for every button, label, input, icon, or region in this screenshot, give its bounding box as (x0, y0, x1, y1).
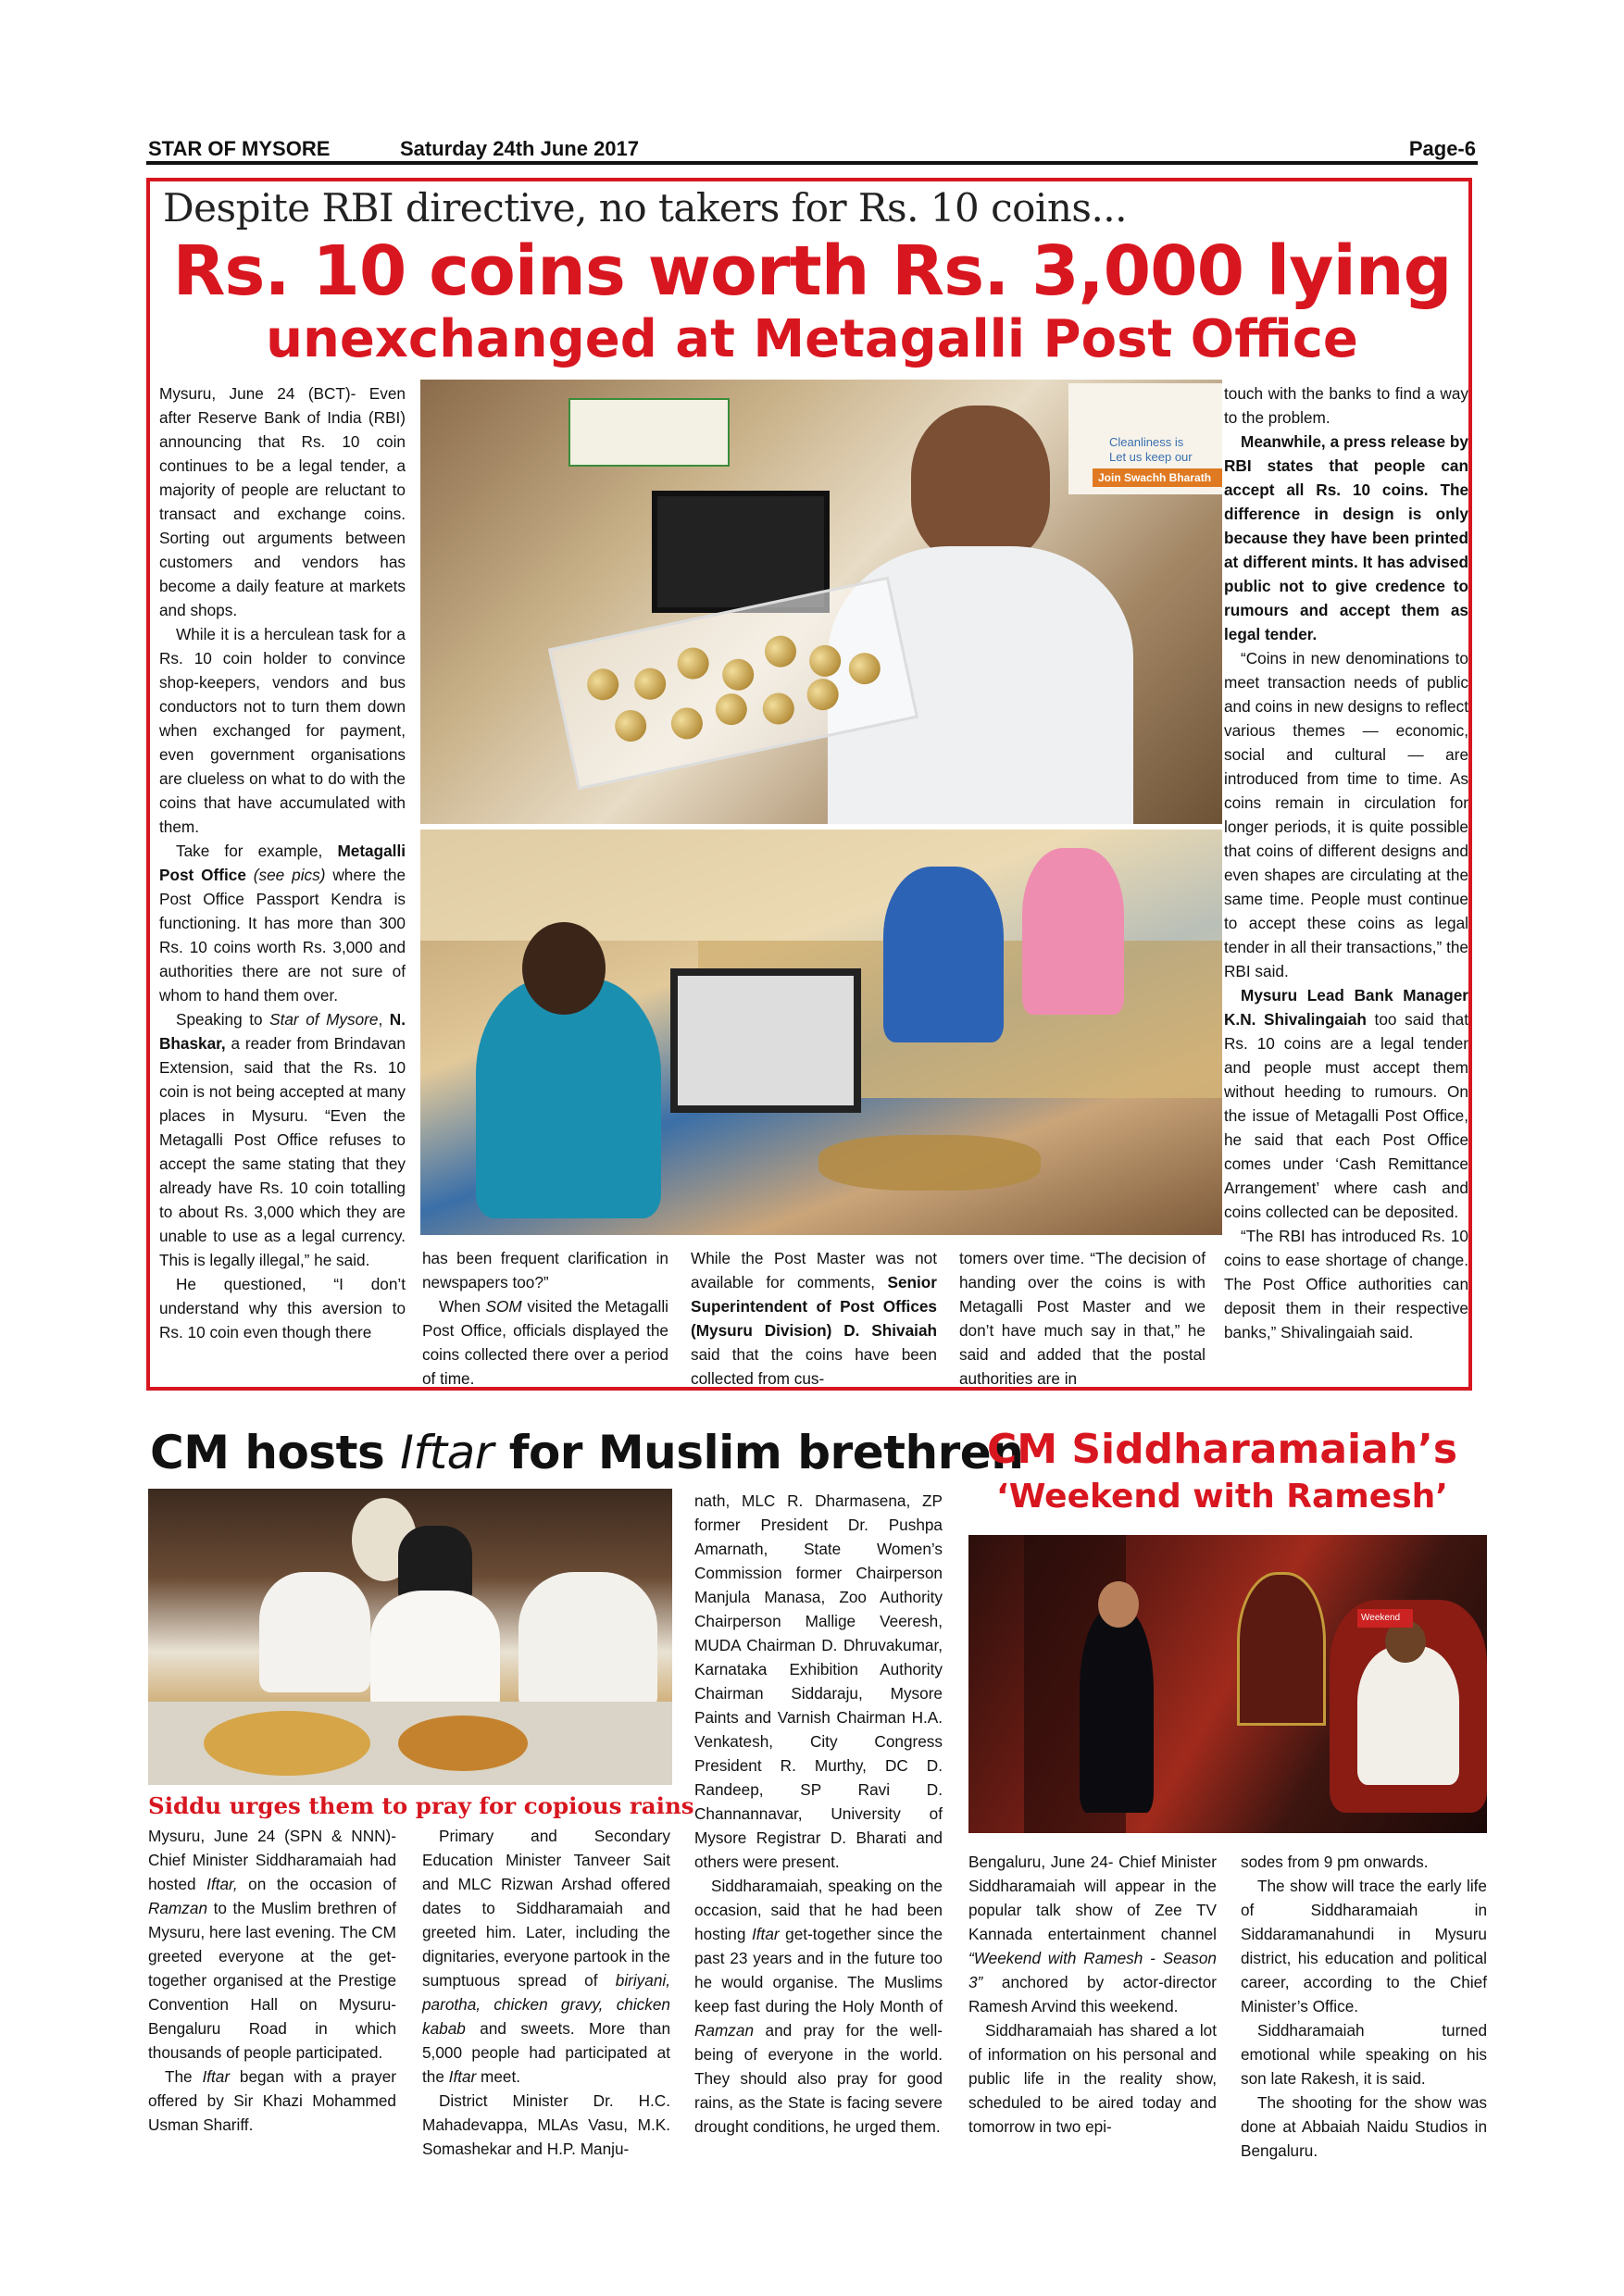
photo-host (1080, 1609, 1154, 1813)
lead-col1-para2: While it is a herculean task for a Rs. 10 coin holder to convince shop-keepers, vendors and bus conductors not to turn them down when exchanged for payment, even government organisations are clueless on what to do with the coins that have accumulated with them. (159, 625, 406, 836)
iftar-headline: CM hosts Iftar for Muslim brethren (150, 1426, 1024, 1479)
iftar-column-1: Mysuru, June 24 (SPN & NNN)- Chief Minister Siddharamaiah had hosted Iftar, on the occasion of Ramzan to the Muslim brethren of Mysuru, here last evening. The CM greeted everyone at the get-together organised at the Prestige Convention Hall on Mysuru-Bengaluru Road in which thousands of people participated. The Iftar began with a prayer offered by Sir Khazi Mohammed Usman Shariff. (148, 1827, 397, 2134)
weekend-column-1: Bengaluru, June 24- Chief Minister Siddharamaiah will appear in the popular talk show of Zee TV Kannada entertainment channel “Weekend with Ramesh - Season 3” anchored by actor-director Ramesh Arvind this weekend. Siddharamaiah has shared a lot of information on his personal and public life in the reality show, scheduled to be aired today and tomorrow in two epi- (968, 1853, 1217, 2136)
lead-column-1 (159, 381, 406, 1344)
photo-show-logo: Weekend (1361, 1613, 1401, 1623)
lead-column-3: While the Post Master was not available for comments, Senior Superintendent of Post Offices (Mysuru Division) D. Shivaiah said that the coins have been collected from cus- (691, 1249, 937, 1388)
weekend-headline-line2: ‘Weekend with Ramesh’ (996, 1478, 1448, 1516)
photo-guest (1357, 1646, 1459, 1785)
lead-col1-para3: Take for example, Metagalli Post Office (see pics) where the Post Office Passport Kendra is functioning. It has more than 300 Rs. 10 coins worth Rs. 3,000 and authorities there are not sure of whom to hand them over. (159, 842, 406, 1004)
weekend-column-2: sodes from 9 pm onwards. The show will trace the early life of Siddharamaiah in Siddaramanahundi in Mysuru district, his education and political career, according to the Chief Minister’s Office. Siddharamaiah turned emotional while speaking on his son late Rakesh, it is said. The shooting for the show was done at Abbaiah Naidu Studios in Bengaluru. (1241, 1853, 1487, 2160)
lead-column-5: touch with the banks to find a way to the problem. Meanwhile, a press release by RBI states that people can accept all Rs. 10 coins. The difference in design is only because they have been printed at different mints. It has advised public not to give credence to rumours and accept them as legal tender. “Coins in new denominations to meet transaction needs of public and coins in new designs to reflect various themes — economic, social and cultural — are introduced from time to time. As coins remain in circulation for longer periods, it is quite possible that coins of different designs and even shapes are circulating at the same time. People must continue to accept these coins as legal tender in all their transactions,” the RBI said. Mysuru Lead Bank Manager K.N. Shivalingaiah too said that Rs. 10 coins are a legal tender and people must accept them without heeding to rumours. On the issue of Metagalli Post Office, he said that each Post Office comes under ‘Cash Remittance Arrangement’ where cash and coins collected can be deposited. “The RBI has introduced Rs. 10 coins to ease shortage of change. The Post Office authorities can deposit them in their respective banks,” Shivalingaiah said. (1224, 384, 1468, 1341)
photo-sign-board (568, 398, 730, 467)
photo-weekend-show (968, 1535, 1487, 1833)
photo-person-head (911, 406, 1050, 563)
photo-coins-tray (420, 380, 1222, 824)
lead-col1-para5: He questioned, “I don’t understand why this aversion to Rs. 10 coin even though there (159, 1275, 406, 1341)
page-header (146, 137, 1478, 165)
photo-computer (670, 968, 861, 1113)
photo-swachh-poster: Cleanliness is Let us keep our Join Swachh Bharath (1068, 383, 1222, 494)
weekend-headline-line1: CM Siddharamaiah’s (986, 1426, 1458, 1473)
lead-column-4: tomers over time. “The decision of handing over the coins is with Metagalli Post Master and we don’t have much say in that,” he said and added that the postal authorities are in (959, 1249, 1206, 1388)
photo-coin-pile (818, 1135, 1041, 1191)
iftar-subheading: Siddu urges them to pray for copious rains (148, 1792, 694, 1819)
issue-date: Saturday 24th June 2017 (400, 137, 640, 160)
lead-headline-line2: unexchanged at Metagalli Post Office (266, 309, 1358, 369)
iftar-column-3: nath, MLC R. Dharmasena, ZP former President Dr. Pushpa Amarnath, State Women’s Commission former Chairperson Manjula Manasa, Zoo Authority Chairperson Mallige Veeresh, MUDA Chairman D. Dhruvakumar, Karnataka Exhibition Authority Chairman Siddaraju, Mysore Paints and Varnish Chairman H.A. Venkatesh, City Congress President R. Murthy, DC D. Randeep, SP Ravi D. Channannavar, University of Mysore Registrar D. Bharati and others were present. Siddharamaiah, speaking on the occasion, said that he had been hosting Iftar get-together since the past 23 years and in the future too he would organise. The Muslims keep fast during the Holy Month of Ramzan and pray for the well-being of everyone in the world. They should also pray for good rains, as the State is facing severe drought conditions, he urged them. (694, 1491, 943, 2136)
publication-name: STAR OF MYSORE (148, 137, 331, 160)
page-number: Page-6 (1408, 137, 1476, 160)
lead-column-2: has been frequent clarification in newspapers too?” When SOM visited the Metagalli Post Office, officials displayed the coins collected there over a period of time. (422, 1249, 668, 1388)
photo-iftar-dinner (148, 1489, 672, 1785)
lead-col1-para4: Speaking to Star of Mysore, N. Bhaskar, a reader from Brindavan Extension, said that the Rs. 10 coin is not being accepted at many places in Mysuru. “Even the Metagalli Post Office refuses to accept the same stating that they already have Rs. 10 coin totalling to about Rs. 3,000 which they are unable to use as a legal currency. This is legally illegal,” he said. (159, 1010, 406, 1269)
lead-kicker: Despite RBI directive, no takers for Rs. 10 coins... (163, 185, 1128, 231)
lead-col1-para1: Mysuru, June 24 (BCT)- Even after Reserve Bank of India (RBI) announcing that Rs. 10 coin continues to be a legal tender, a majority of people are reluctant to transact and exchange coins. Sorting out arguments between customers and vendors has become a daily feature at markets and shops. (159, 384, 406, 619)
photo-biriyani-plate (204, 1711, 370, 1776)
photo-post-office-counter (420, 830, 1222, 1235)
lead-headline-line1: Rs. 10 coins worth Rs. 3,000 lying (172, 231, 1452, 311)
iftar-column-2: Primary and Secondary Education Minister Tanveer Sait and MLC Rizwan Arshad offered dates to Siddharamaiah and greeted him. Later, including the dignitaries, everyone partook in the sumptuous spread of biriyani, parotha, chicken gravy, chicken kabab and sweets. More than 5,000 people had participated at the Iftar meet. District Minister Dr. H.C. Mahadevappa, MLAs Vasu, M.K. Somashekar and H.P. Manju- (422, 1827, 670, 2158)
